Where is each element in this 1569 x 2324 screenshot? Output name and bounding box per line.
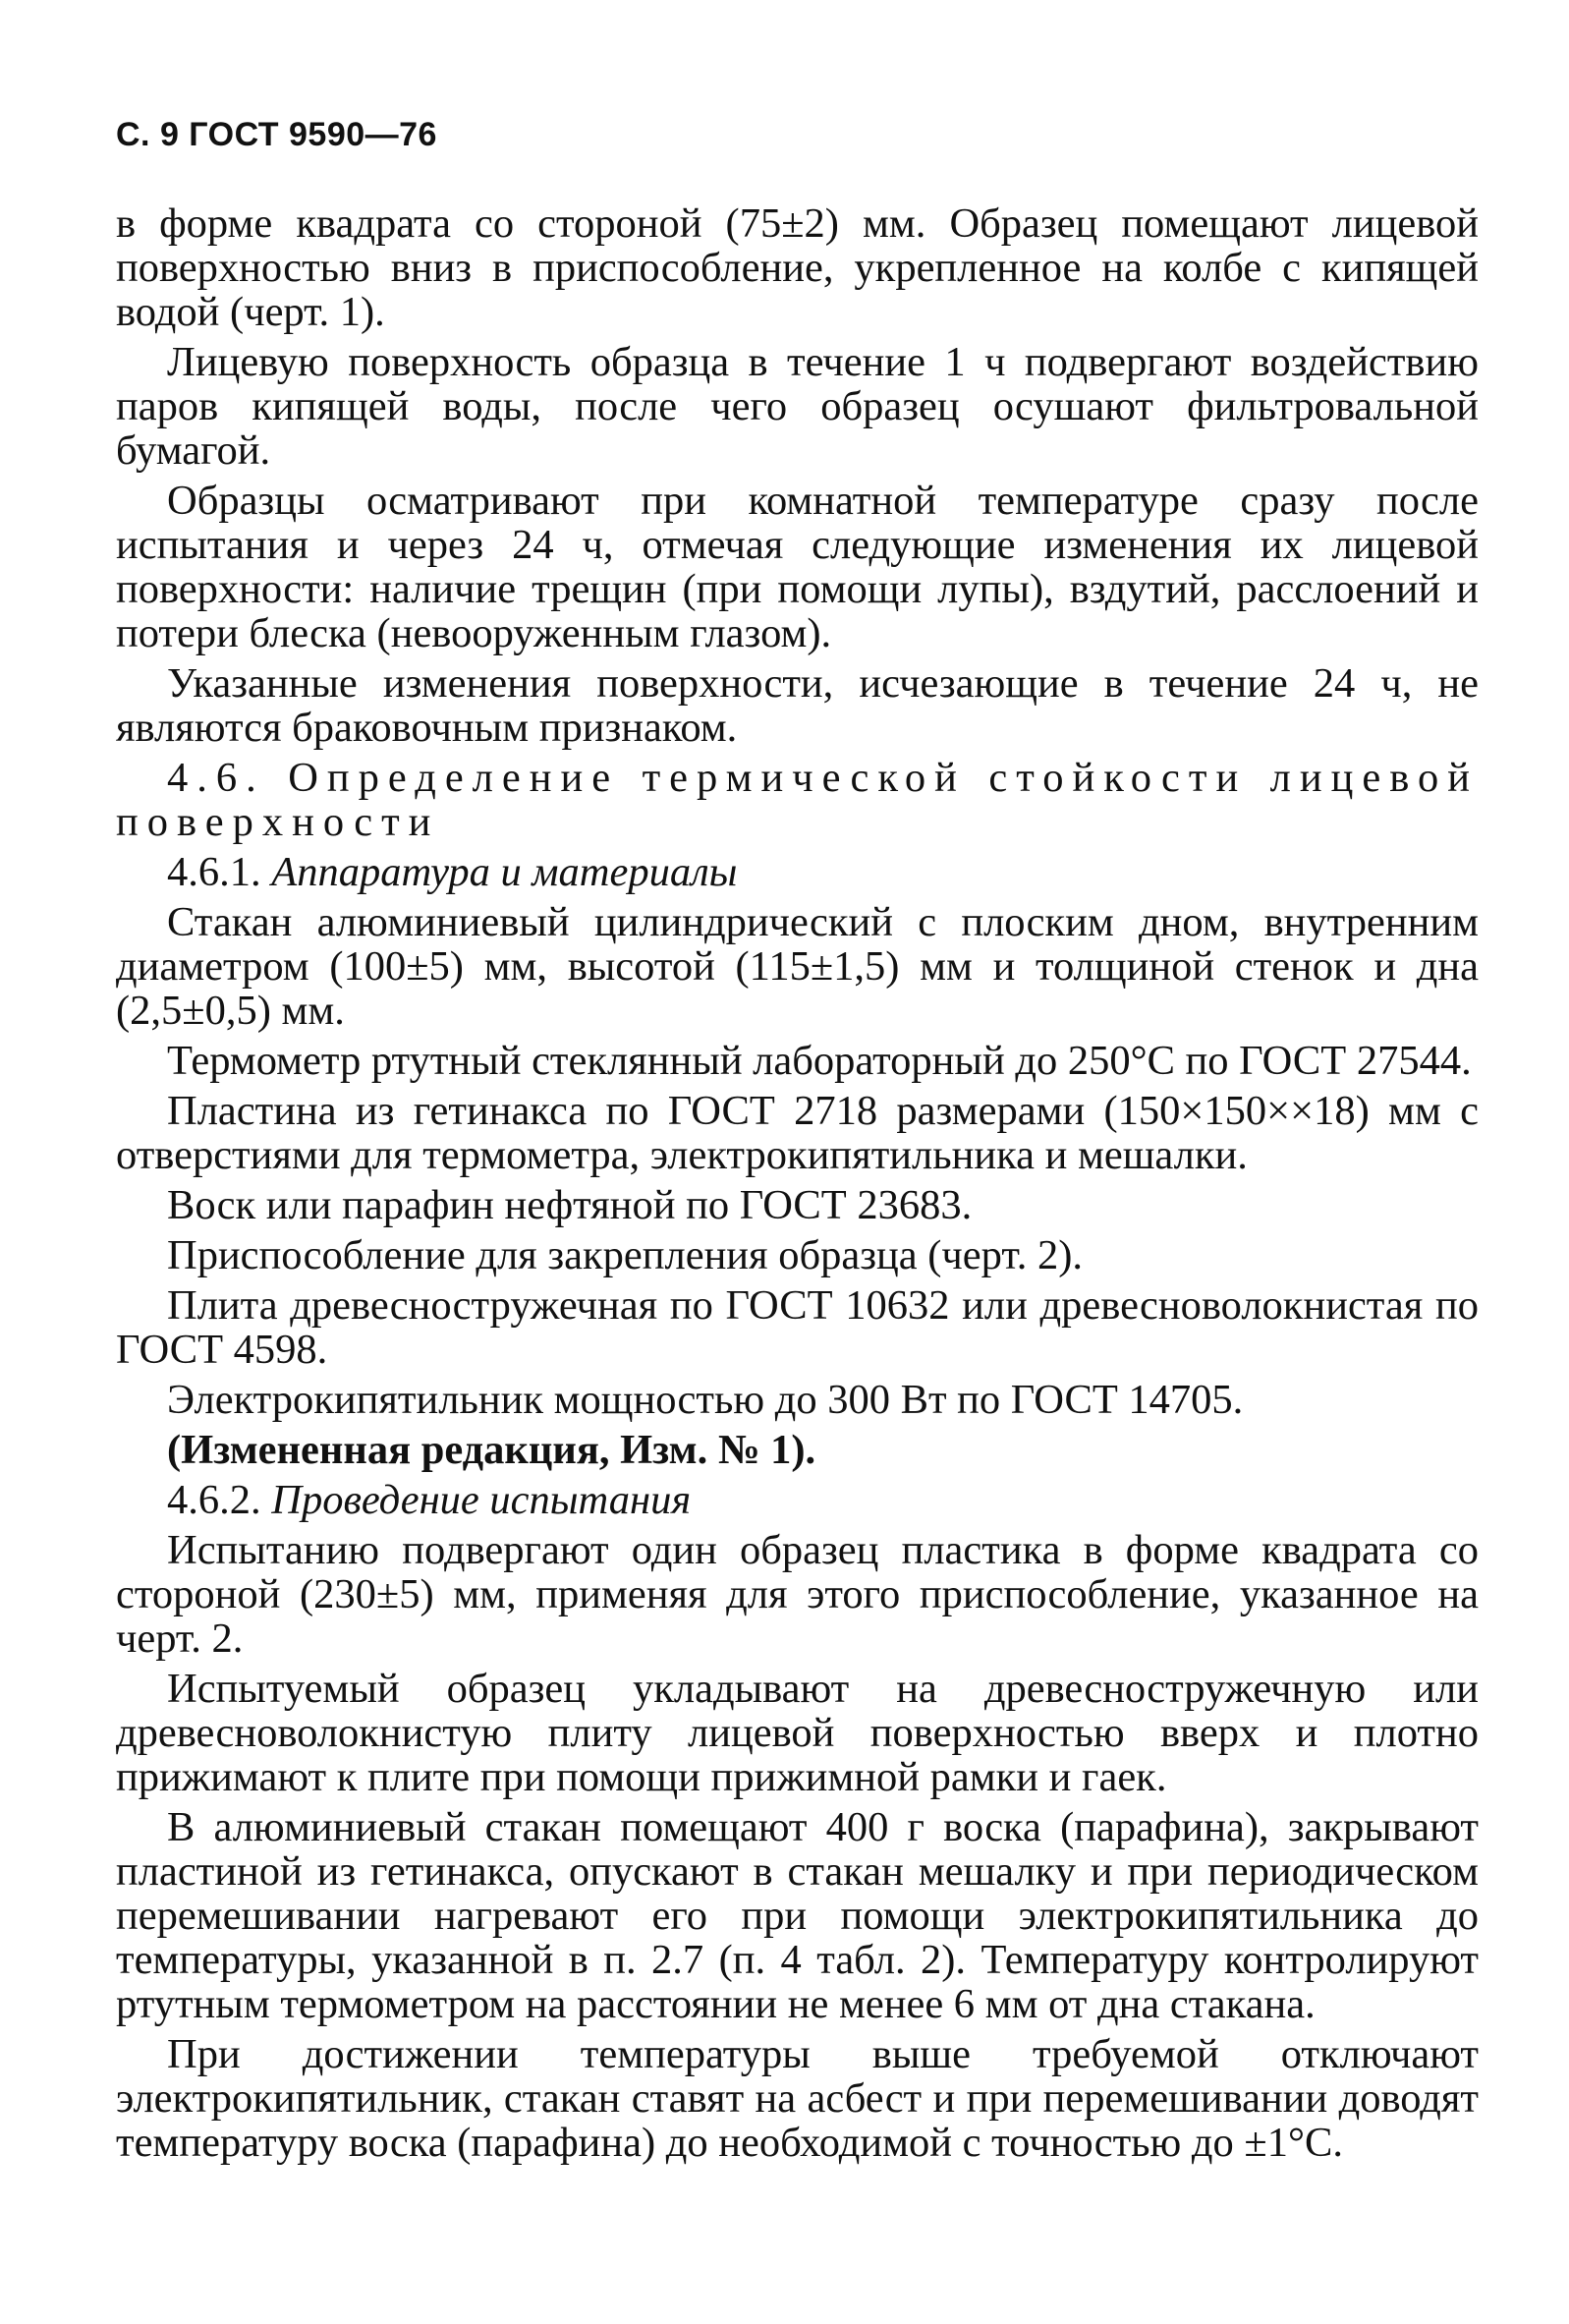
section-heading-4-6-2 bbox=[116, 1478, 1479, 1522]
procedure-paragraph: Испытуемый образец укладывают на древесностружечную или древесноволокнистую плиту лицевой поверхностью вверх и плотно прижимают к плите при помощи прижимной рамки и гаек. bbox=[116, 1666, 1479, 1800]
material-item: Электрокипятильник мощностью до 300 Вт по ГОСТ 14705. bbox=[167, 1377, 1244, 1423]
material-item: Термометр ртутный стеклянный лабораторный до 250°С по ГОСТ 27544. bbox=[167, 1038, 1472, 1084]
document-body bbox=[116, 201, 1479, 2165]
procedure-paragraph: Испытанию подвергают один образец пластика в форме квадрата со стороной (230±5) мм, применяя для этого приспособление, указанное на черт. 2. bbox=[116, 1527, 1479, 1662]
procedure-paragraph: При достижении температуры выше требуемой отключают электрокипятильник, стакан ставят на асбест и при перемешивании доводят температуру воска (парафина) до необходимой с точностью до ±1°С. bbox=[116, 2031, 1479, 2166]
page-header: С. 9 ГОСТ 9590—76 bbox=[116, 116, 437, 153]
material-item: Пластина из гетинакса по ГОСТ 2718 размерами (150×150××18) мм с отверстиями для термометра, электрокипятильника и мешалки. bbox=[116, 1088, 1479, 1178]
material-item: Стакан алюминиевый цилиндрический с плоским дном, внутренним диаметром (100±5) мм, высотой (115±1,5) мм и толщиной стенок и дна (2,5±0,5) мм. bbox=[116, 899, 1479, 1034]
section-title: Аппаратура и материалы bbox=[271, 849, 738, 895]
section-heading-4-6-1 bbox=[116, 850, 1479, 894]
section-heading-4-6: 4.6. Определение термической стойкости лицевой поверхности bbox=[116, 755, 1479, 845]
material-item: Плита древесностружечная по ГОСТ 10632 или древесноволокнистая по ГОСТ 4598. bbox=[116, 1282, 1479, 1373]
paragraph: Лицевую поверхность образца в течение 1 ч подвергают воздействию паров кипящей воды, после чего образец осушают фильтровальной бумагой. bbox=[116, 339, 1479, 474]
section-number: 4.6.2. bbox=[167, 1477, 261, 1523]
material-item: Приспособление для закрепления образца (черт. 2). bbox=[167, 1232, 1083, 1278]
paragraph: Образцы осматривают при комнатной температуре сразу после испытания и через 24 ч, отмечая следующие изменения их лицевой поверхности: наличие трещин (при помощи лупы), вздутий, расслоений и потери блеска (невооруженным глазом). bbox=[116, 478, 1479, 656]
section-number: 4.6.1. bbox=[167, 849, 261, 895]
paragraph: в форме квадрата со стороной (75±2) мм. Образец помещают лицевой поверхностью вниз в приспособление, укрепленное на колбе с кипящей водой (черт. 1). bbox=[116, 200, 1479, 335]
paragraph: Указанные изменения поверхности, исчезающие в течение 24 ч, не являются браковочным признаком. bbox=[116, 660, 1479, 751]
material-item: Воск или парафин нефтяной по ГОСТ 23683. bbox=[167, 1182, 973, 1228]
amendment-note: (Измененная редакция, Изм. № 1). bbox=[167, 1427, 816, 1473]
procedure-paragraph: В алюминиевый стакан помещают 400 г воска (парафина), закрывают пластиной из гетинакса, опускают в стакан мешалку и при периодическом перемешивании нагревают его при помощи электрокипятильника до температуры, указанной в п. 2.7 (п. 4 табл. 2). Температуру контролируют ртутным термометром на расстоянии не менее 6 мм от дна стакана. bbox=[116, 1804, 1479, 2027]
section-title: Проведение испытания bbox=[271, 1477, 692, 1523]
